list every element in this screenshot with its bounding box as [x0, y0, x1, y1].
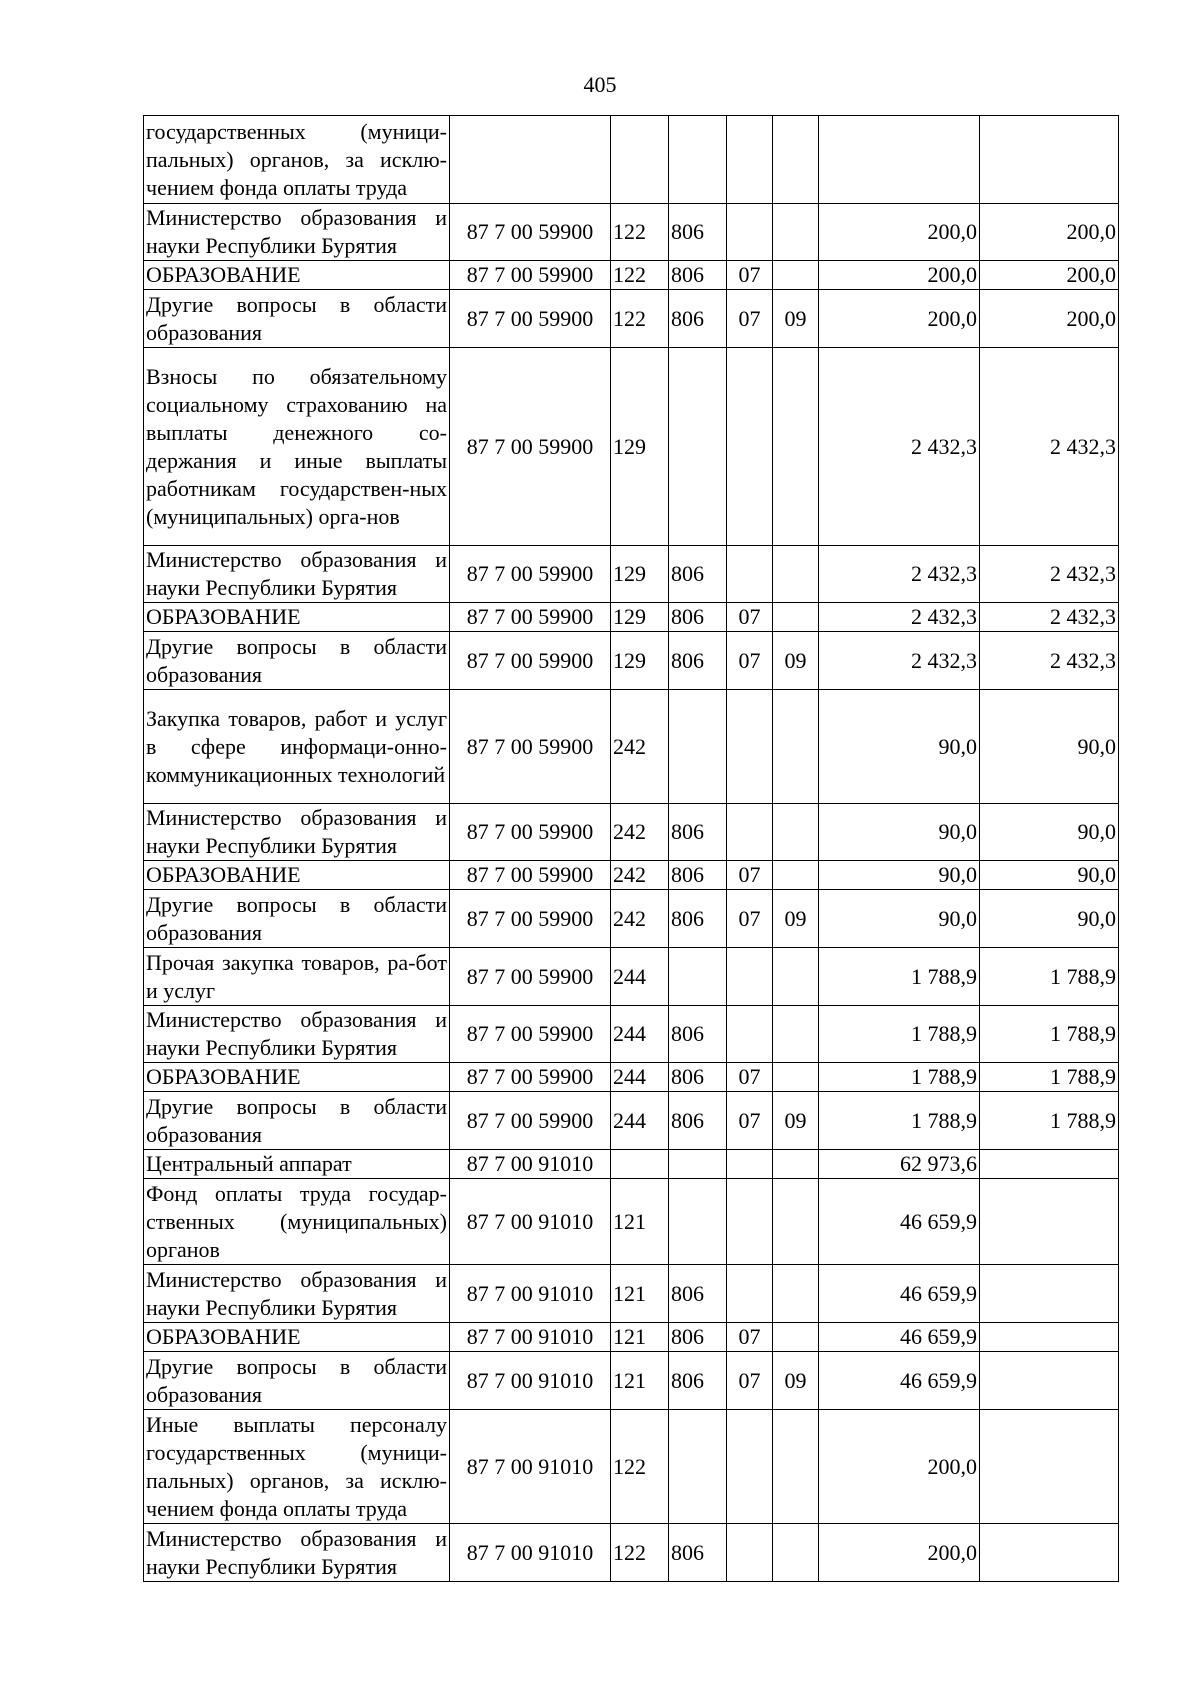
page-number: 405	[583, 72, 617, 97]
target-article-code: 87 7 00 59900	[450, 861, 611, 890]
subsection-code	[773, 861, 819, 890]
section-code: 07	[727, 861, 773, 890]
administrator-code	[669, 948, 727, 1006]
expense-type-code: 122	[611, 1410, 669, 1524]
expense-type-code: 242	[611, 890, 669, 948]
amount-year-1: 90,0	[819, 861, 980, 890]
amount-year-1: 2 432,3	[819, 632, 980, 690]
section-code	[727, 1524, 773, 1582]
amount-year-1: 90,0	[819, 804, 980, 861]
target-article-code: 87 7 00 59900	[450, 261, 611, 290]
table-row	[144, 546, 1119, 603]
administrator-code	[669, 348, 727, 546]
table-row	[144, 861, 1119, 890]
expense-type-code: 129	[611, 348, 669, 546]
administrator-code: 806	[669, 1063, 727, 1092]
amount-year-2: 2 432,3	[980, 632, 1119, 690]
administrator-code: 806	[669, 261, 727, 290]
amount-year-2: 90,0	[980, 890, 1119, 948]
target-article-code: 87 7 00 59900	[450, 948, 611, 1006]
administrator-code: 806	[669, 1265, 727, 1323]
amount-year-2	[980, 1352, 1119, 1410]
table-row	[144, 690, 1119, 804]
administrator-code: 806	[669, 204, 727, 261]
amount-year-1: 62 973,6	[819, 1150, 980, 1179]
subsection-code	[773, 1410, 819, 1524]
expense-type-code: 121	[611, 1323, 669, 1352]
row-name: Другие вопросы в области образования	[144, 632, 450, 690]
amount-year-2	[980, 1323, 1119, 1352]
subsection-code: 09	[773, 632, 819, 690]
amount-year-2: 1 788,9	[980, 1006, 1119, 1063]
subsection-code	[773, 116, 819, 204]
amount-year-1: 200,0	[819, 290, 980, 348]
table-row	[144, 890, 1119, 948]
target-article-code	[450, 116, 611, 204]
table-row	[144, 632, 1119, 690]
target-article-code: 87 7 00 59900	[450, 690, 611, 804]
administrator-code: 806	[669, 546, 727, 603]
amount-year-1: 2 432,3	[819, 348, 980, 546]
row-name: Фонд оплаты труда государ-ственных (муниципальных) органов	[144, 1179, 450, 1265]
section-code	[727, 1179, 773, 1265]
amount-year-2: 200,0	[980, 261, 1119, 290]
amount-year-1: 200,0	[819, 261, 980, 290]
table-row	[144, 1006, 1119, 1063]
amount-year-2: 2 432,3	[980, 603, 1119, 632]
row-name: Другие вопросы в области образования	[144, 290, 450, 348]
row-name: ОБРАЗОВАНИЕ	[144, 1063, 450, 1092]
administrator-code: 806	[669, 1092, 727, 1150]
expense-type-code: 129	[611, 632, 669, 690]
section-code: 07	[727, 1063, 773, 1092]
subsection-code	[773, 261, 819, 290]
row-name: Прочая закупка товаров, ра-бот и услуг	[144, 948, 450, 1006]
administrator-code	[669, 1150, 727, 1179]
section-code	[727, 204, 773, 261]
subsection-code	[773, 1323, 819, 1352]
target-article-code: 87 7 00 59900	[450, 1063, 611, 1092]
amount-year-1: 46 659,9	[819, 1179, 980, 1265]
administrator-code: 806	[669, 890, 727, 948]
row-name: ОБРАЗОВАНИЕ	[144, 1323, 450, 1352]
amount-year-1: 46 659,9	[819, 1352, 980, 1410]
target-article-code: 87 7 00 59900	[450, 804, 611, 861]
amount-year-1: 46 659,9	[819, 1265, 980, 1323]
row-name: Министерство образования и науки Республики Бурятия	[144, 1006, 450, 1063]
table-row	[144, 804, 1119, 861]
amount-year-1: 1 788,9	[819, 1063, 980, 1092]
table-row	[144, 1323, 1119, 1352]
administrator-code: 806	[669, 632, 727, 690]
section-code	[727, 1410, 773, 1524]
target-article-code: 87 7 00 59900	[450, 348, 611, 546]
section-code	[727, 348, 773, 546]
table-row	[144, 116, 1119, 204]
amount-year-1: 90,0	[819, 890, 980, 948]
section-code	[727, 546, 773, 603]
target-article-code: 87 7 00 91010	[450, 1352, 611, 1410]
table-row	[144, 1150, 1119, 1179]
subsection-code	[773, 1063, 819, 1092]
subsection-code	[773, 804, 819, 861]
section-code	[727, 948, 773, 1006]
section-code: 07	[727, 290, 773, 348]
expense-type-code: 122	[611, 261, 669, 290]
row-name: государственных (муници-пальных) органов, за исклю-чением фонда оплаты труда	[144, 116, 450, 204]
table-row	[144, 1410, 1119, 1524]
expense-type-code	[611, 1150, 669, 1179]
section-code	[727, 690, 773, 804]
target-article-code: 87 7 00 59900	[450, 1006, 611, 1063]
target-article-code: 87 7 00 59900	[450, 204, 611, 261]
amount-year-2	[980, 1265, 1119, 1323]
target-article-code: 87 7 00 59900	[450, 632, 611, 690]
amount-year-2: 1 788,9	[980, 1063, 1119, 1092]
row-name: ОБРАЗОВАНИЕ	[144, 861, 450, 890]
table-row	[144, 290, 1119, 348]
row-name: Взносы по обязательному социальному страхованию на выплаты денежного со-держания и иные выплаты работникам государствен-ных (муниципальных) орга-нов	[144, 348, 450, 546]
amount-year-2	[980, 1179, 1119, 1265]
administrator-code: 806	[669, 1323, 727, 1352]
target-article-code: 87 7 00 59900	[450, 603, 611, 632]
section-code: 07	[727, 890, 773, 948]
row-name: Другие вопросы в области образования	[144, 890, 450, 948]
subsection-code	[773, 546, 819, 603]
expense-type-code: 129	[611, 603, 669, 632]
row-name: ОБРАЗОВАНИЕ	[144, 261, 450, 290]
amount-year-2: 200,0	[980, 290, 1119, 348]
row-name: Министерство образования и науки Республики Бурятия	[144, 546, 450, 603]
amount-year-2	[980, 1524, 1119, 1582]
section-code	[727, 804, 773, 861]
expense-type-code: 122	[611, 1524, 669, 1582]
expense-type-code: 242	[611, 861, 669, 890]
row-name: Министерство образования и науки Республики Бурятия	[144, 204, 450, 261]
section-code	[727, 1265, 773, 1323]
target-article-code: 87 7 00 91010	[450, 1179, 611, 1265]
section-code: 07	[727, 1352, 773, 1410]
row-name: Центральный аппарат	[144, 1150, 450, 1179]
amount-year-2: 2 432,3	[980, 348, 1119, 546]
subsection-code: 09	[773, 1352, 819, 1410]
row-name: ОБРАЗОВАНИЕ	[144, 603, 450, 632]
subsection-code	[773, 603, 819, 632]
subsection-code	[773, 1006, 819, 1063]
expense-type-code: 121	[611, 1265, 669, 1323]
target-article-code: 87 7 00 91010	[450, 1265, 611, 1323]
administrator-code: 806	[669, 1352, 727, 1410]
target-article-code: 87 7 00 91010	[450, 1524, 611, 1582]
amount-year-1: 2 432,3	[819, 603, 980, 632]
amount-year-2	[980, 1150, 1119, 1179]
amount-year-2: 90,0	[980, 804, 1119, 861]
administrator-code: 806	[669, 1006, 727, 1063]
administrator-code	[669, 1179, 727, 1265]
section-code: 07	[727, 1092, 773, 1150]
expense-type-code: 129	[611, 546, 669, 603]
target-article-code: 87 7 00 59900	[450, 1092, 611, 1150]
amount-year-1: 90,0	[819, 690, 980, 804]
expense-type-code: 242	[611, 804, 669, 861]
budget-table	[143, 115, 1119, 1582]
table-row	[144, 348, 1119, 546]
target-article-code: 87 7 00 59900	[450, 290, 611, 348]
subsection-code	[773, 348, 819, 546]
row-name: Иные выплаты персоналу государственных (муници-пальных) органов, за исклю-чением фонда оплаты труда	[144, 1410, 450, 1524]
expense-type-code: 121	[611, 1352, 669, 1410]
table-body	[144, 116, 1119, 1582]
administrator-code: 806	[669, 290, 727, 348]
amount-year-1: 1 788,9	[819, 1092, 980, 1150]
expense-type-code: 244	[611, 1006, 669, 1063]
subsection-code	[773, 1150, 819, 1179]
amount-year-2: 1 788,9	[980, 948, 1119, 1006]
row-name: Министерство образования и науки Республики Бурятия	[144, 1524, 450, 1582]
subsection-code: 09	[773, 290, 819, 348]
target-article-code: 87 7 00 59900	[450, 546, 611, 603]
row-name: Министерство образования и науки Республики Бурятия	[144, 1265, 450, 1323]
section-code	[727, 116, 773, 204]
target-article-code: 87 7 00 91010	[450, 1150, 611, 1179]
amount-year-1: 1 788,9	[819, 1006, 980, 1063]
row-name: Министерство образования и науки Республики Бурятия	[144, 804, 450, 861]
administrator-code	[669, 690, 727, 804]
amount-year-2	[980, 116, 1119, 204]
section-code	[727, 1006, 773, 1063]
amount-year-2: 90,0	[980, 861, 1119, 890]
administrator-code: 806	[669, 861, 727, 890]
amount-year-2: 2 432,3	[980, 546, 1119, 603]
amount-year-1: 2 432,3	[819, 546, 980, 603]
amount-year-2	[980, 1410, 1119, 1524]
administrator-code: 806	[669, 1524, 727, 1582]
subsection-code	[773, 948, 819, 1006]
administrator-code	[669, 116, 727, 204]
amount-year-1	[819, 116, 980, 204]
expense-type-code: 122	[611, 204, 669, 261]
amount-year-1: 200,0	[819, 1524, 980, 1582]
amount-year-2: 200,0	[980, 204, 1119, 261]
subsection-code	[773, 1265, 819, 1323]
section-code: 07	[727, 603, 773, 632]
table-row	[144, 1092, 1119, 1150]
expense-type-code: 244	[611, 1063, 669, 1092]
table-row	[144, 948, 1119, 1006]
section-code: 07	[727, 261, 773, 290]
administrator-code: 806	[669, 603, 727, 632]
section-code: 07	[727, 632, 773, 690]
table-row	[144, 1352, 1119, 1410]
subsection-code: 09	[773, 890, 819, 948]
table-row	[144, 1179, 1119, 1265]
target-article-code: 87 7 00 59900	[450, 890, 611, 948]
section-code: 07	[727, 1323, 773, 1352]
subsection-code: 09	[773, 1092, 819, 1150]
row-name: Другие вопросы в области образования	[144, 1092, 450, 1150]
table-row	[144, 261, 1119, 290]
table-row	[144, 1524, 1119, 1582]
table-row	[144, 204, 1119, 261]
subsection-code	[773, 1524, 819, 1582]
amount-year-2: 1 788,9	[980, 1092, 1119, 1150]
subsection-code	[773, 204, 819, 261]
administrator-code	[669, 1410, 727, 1524]
table-row	[144, 603, 1119, 632]
amount-year-1: 200,0	[819, 204, 980, 261]
expense-type-code: 244	[611, 948, 669, 1006]
amount-year-2: 90,0	[980, 690, 1119, 804]
expense-type-code	[611, 116, 669, 204]
table-row	[144, 1063, 1119, 1092]
section-code	[727, 1150, 773, 1179]
amount-year-1: 46 659,9	[819, 1323, 980, 1352]
target-article-code: 87 7 00 91010	[450, 1410, 611, 1524]
expense-type-code: 121	[611, 1179, 669, 1265]
target-article-code: 87 7 00 91010	[450, 1323, 611, 1352]
table-row	[144, 1265, 1119, 1323]
expense-type-code: 122	[611, 290, 669, 348]
row-name: Закупка товаров, работ и услуг в сфере информаци-онно-коммуникационных технологий	[144, 690, 450, 804]
expense-type-code: 242	[611, 690, 669, 804]
subsection-code	[773, 690, 819, 804]
expense-type-code: 244	[611, 1092, 669, 1150]
row-name: Другие вопросы в области образования	[144, 1352, 450, 1410]
subsection-code	[773, 1179, 819, 1265]
amount-year-1: 200,0	[819, 1410, 980, 1524]
administrator-code: 806	[669, 804, 727, 861]
amount-year-1: 1 788,9	[819, 948, 980, 1006]
